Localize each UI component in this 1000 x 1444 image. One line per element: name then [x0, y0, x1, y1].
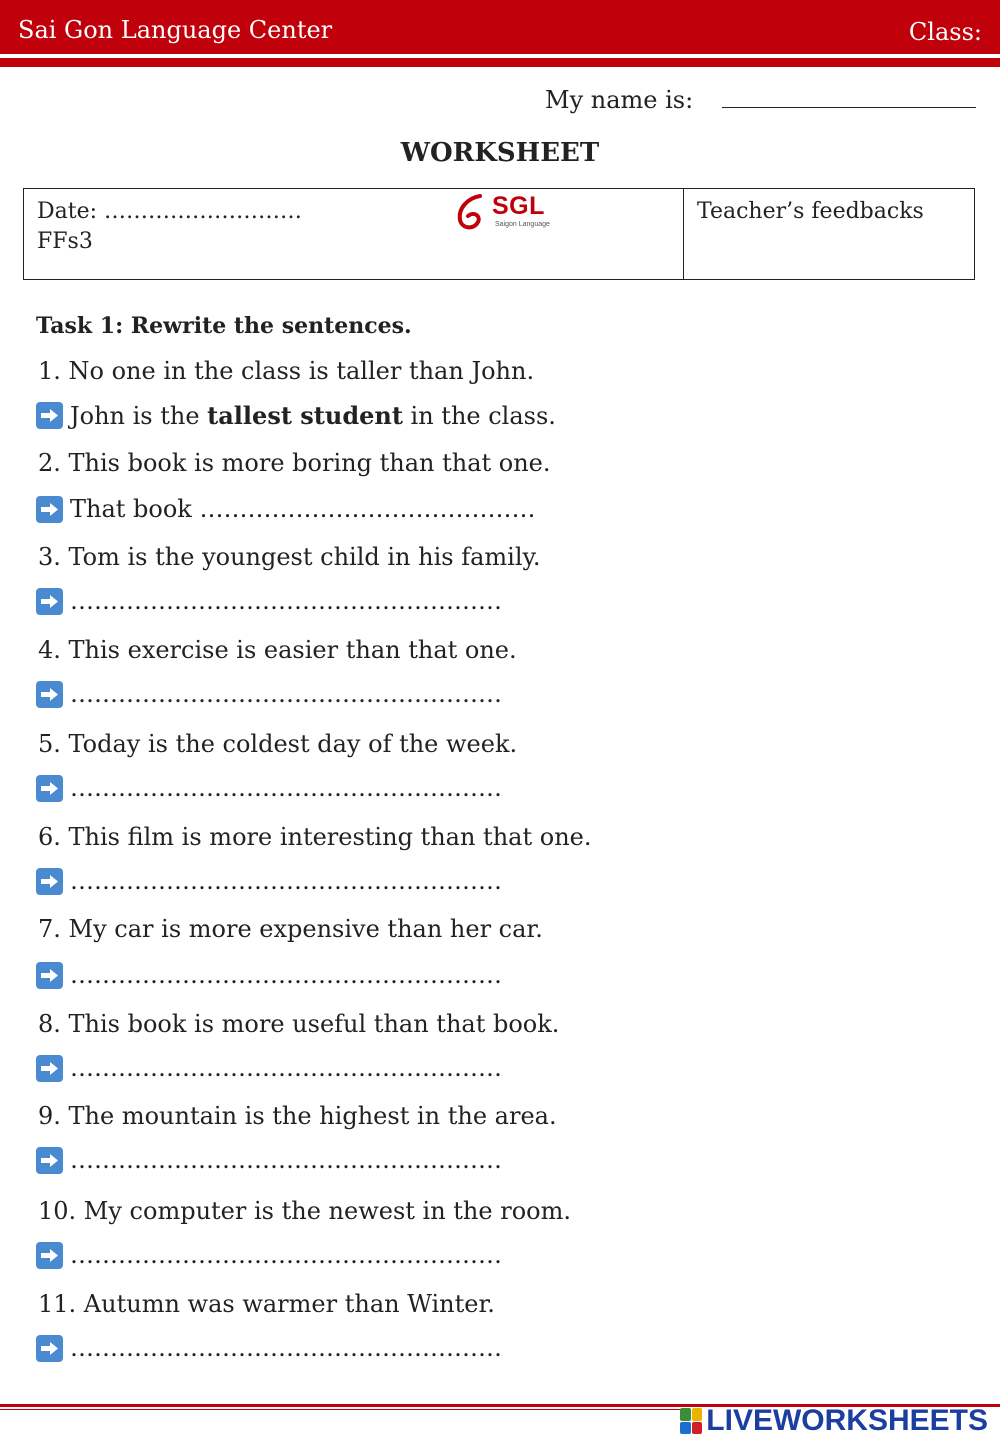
header-divider [0, 58, 1000, 67]
answer-4[interactable] [36, 680, 502, 708]
arrow-right-icon [36, 868, 63, 895]
arrow-right-icon [36, 588, 63, 615]
sentence-4: 4. This exercise is easier than that one. [38, 636, 517, 664]
answer-8-blank[interactable]: ……………………………………………… [70, 1054, 502, 1082]
answer-3[interactable] [36, 587, 502, 615]
arrow-right-icon [36, 962, 63, 989]
answer-1-text-pre: John is the [70, 401, 208, 430]
logo-subtext: Saigon Language [495, 221, 550, 228]
arrow-right-icon [36, 1335, 63, 1362]
teacher-feedback-label: Teacher’s feedbacks [697, 199, 924, 224]
info-box [23, 188, 975, 280]
answer-9[interactable] [36, 1146, 502, 1174]
answer-3-blank[interactable]: ……………………………………………… [70, 587, 502, 615]
footer-divider-thin [0, 1409, 690, 1410]
name-input-line[interactable] [722, 107, 976, 108]
answer-7-blank[interactable]: ……………………………………………… [70, 961, 502, 989]
arrow-right-icon [36, 1055, 63, 1082]
answer-8[interactable] [36, 1054, 502, 1082]
arrow-right-icon [36, 775, 63, 802]
page-title: WORKSHEET [400, 138, 600, 168]
sgl-logo [454, 192, 564, 232]
arrow-right-icon [36, 1147, 63, 1174]
answer-1 [36, 401, 556, 430]
answer-6[interactable] [36, 867, 502, 895]
logo-text: SGL [492, 192, 545, 220]
sentence-11: 11. Autumn was warmer than Winter. [38, 1290, 495, 1318]
answer-9-blank[interactable]: ……………………………………………… [70, 1146, 502, 1174]
answer-1-text-bold: tallest student [207, 401, 403, 430]
answer-6-blank[interactable]: ……………………………………………… [70, 867, 502, 895]
header-bar [0, 0, 1000, 54]
arrow-right-icon [36, 402, 63, 429]
liveworksheets-logo[interactable] [680, 1404, 988, 1438]
arrow-right-icon [36, 496, 63, 523]
answer-11-blank[interactable]: ……………………………………………… [70, 1334, 502, 1362]
center-name: Sai Gon Language Center [18, 16, 333, 44]
sentence-5: 5. Today is the coldest day of the week. [38, 730, 518, 758]
answer-2-blank[interactable]: That book …………………………………… [70, 495, 536, 523]
answer-11[interactable] [36, 1334, 502, 1362]
answer-10-blank[interactable]: ……………………………………………… [70, 1241, 502, 1269]
task-title: Task 1: Rewrite the sentences. [36, 313, 412, 339]
date-field: Date: ……………………… [37, 199, 303, 224]
sentence-6: 6. This film is more interesting than that one. [38, 823, 592, 851]
sentence-1: 1. No one in the class is taller than John. [38, 357, 535, 385]
class-label: Class: [908, 18, 982, 46]
sgl-logo-swirl-icon [454, 192, 490, 232]
arrow-right-icon [36, 681, 63, 708]
liveworksheets-mark-icon [680, 1408, 702, 1434]
answer-1-text-post: in the class. [402, 401, 556, 430]
sentence-10: 10. My computer is the newest in the room. [38, 1197, 571, 1225]
answer-7[interactable] [36, 961, 502, 989]
sentence-9: 9. The mountain is the highest in the area. [38, 1102, 557, 1130]
sentence-3: 3. Tom is the youngest child in his family. [38, 543, 541, 571]
answer-5-blank[interactable]: ……………………………………………… [70, 774, 502, 802]
answer-10[interactable] [36, 1241, 502, 1269]
answer-4-blank[interactable]: ……………………………………………… [70, 680, 502, 708]
class-code: FFs3 [37, 229, 93, 254]
sentence-2: 2. This book is more boring than that one. [38, 449, 551, 477]
sentence-8: 8. This book is more useful than that book. [38, 1010, 560, 1038]
brand-text: LIVEWORKSHEETS [706, 1404, 988, 1437]
sentence-7: 7. My car is more expensive than her car. [38, 915, 543, 943]
info-divider [683, 189, 684, 279]
name-label: My name is: [545, 86, 694, 114]
arrow-right-icon [36, 1242, 63, 1269]
answer-5[interactable] [36, 774, 502, 802]
answer-2[interactable] [36, 495, 535, 523]
